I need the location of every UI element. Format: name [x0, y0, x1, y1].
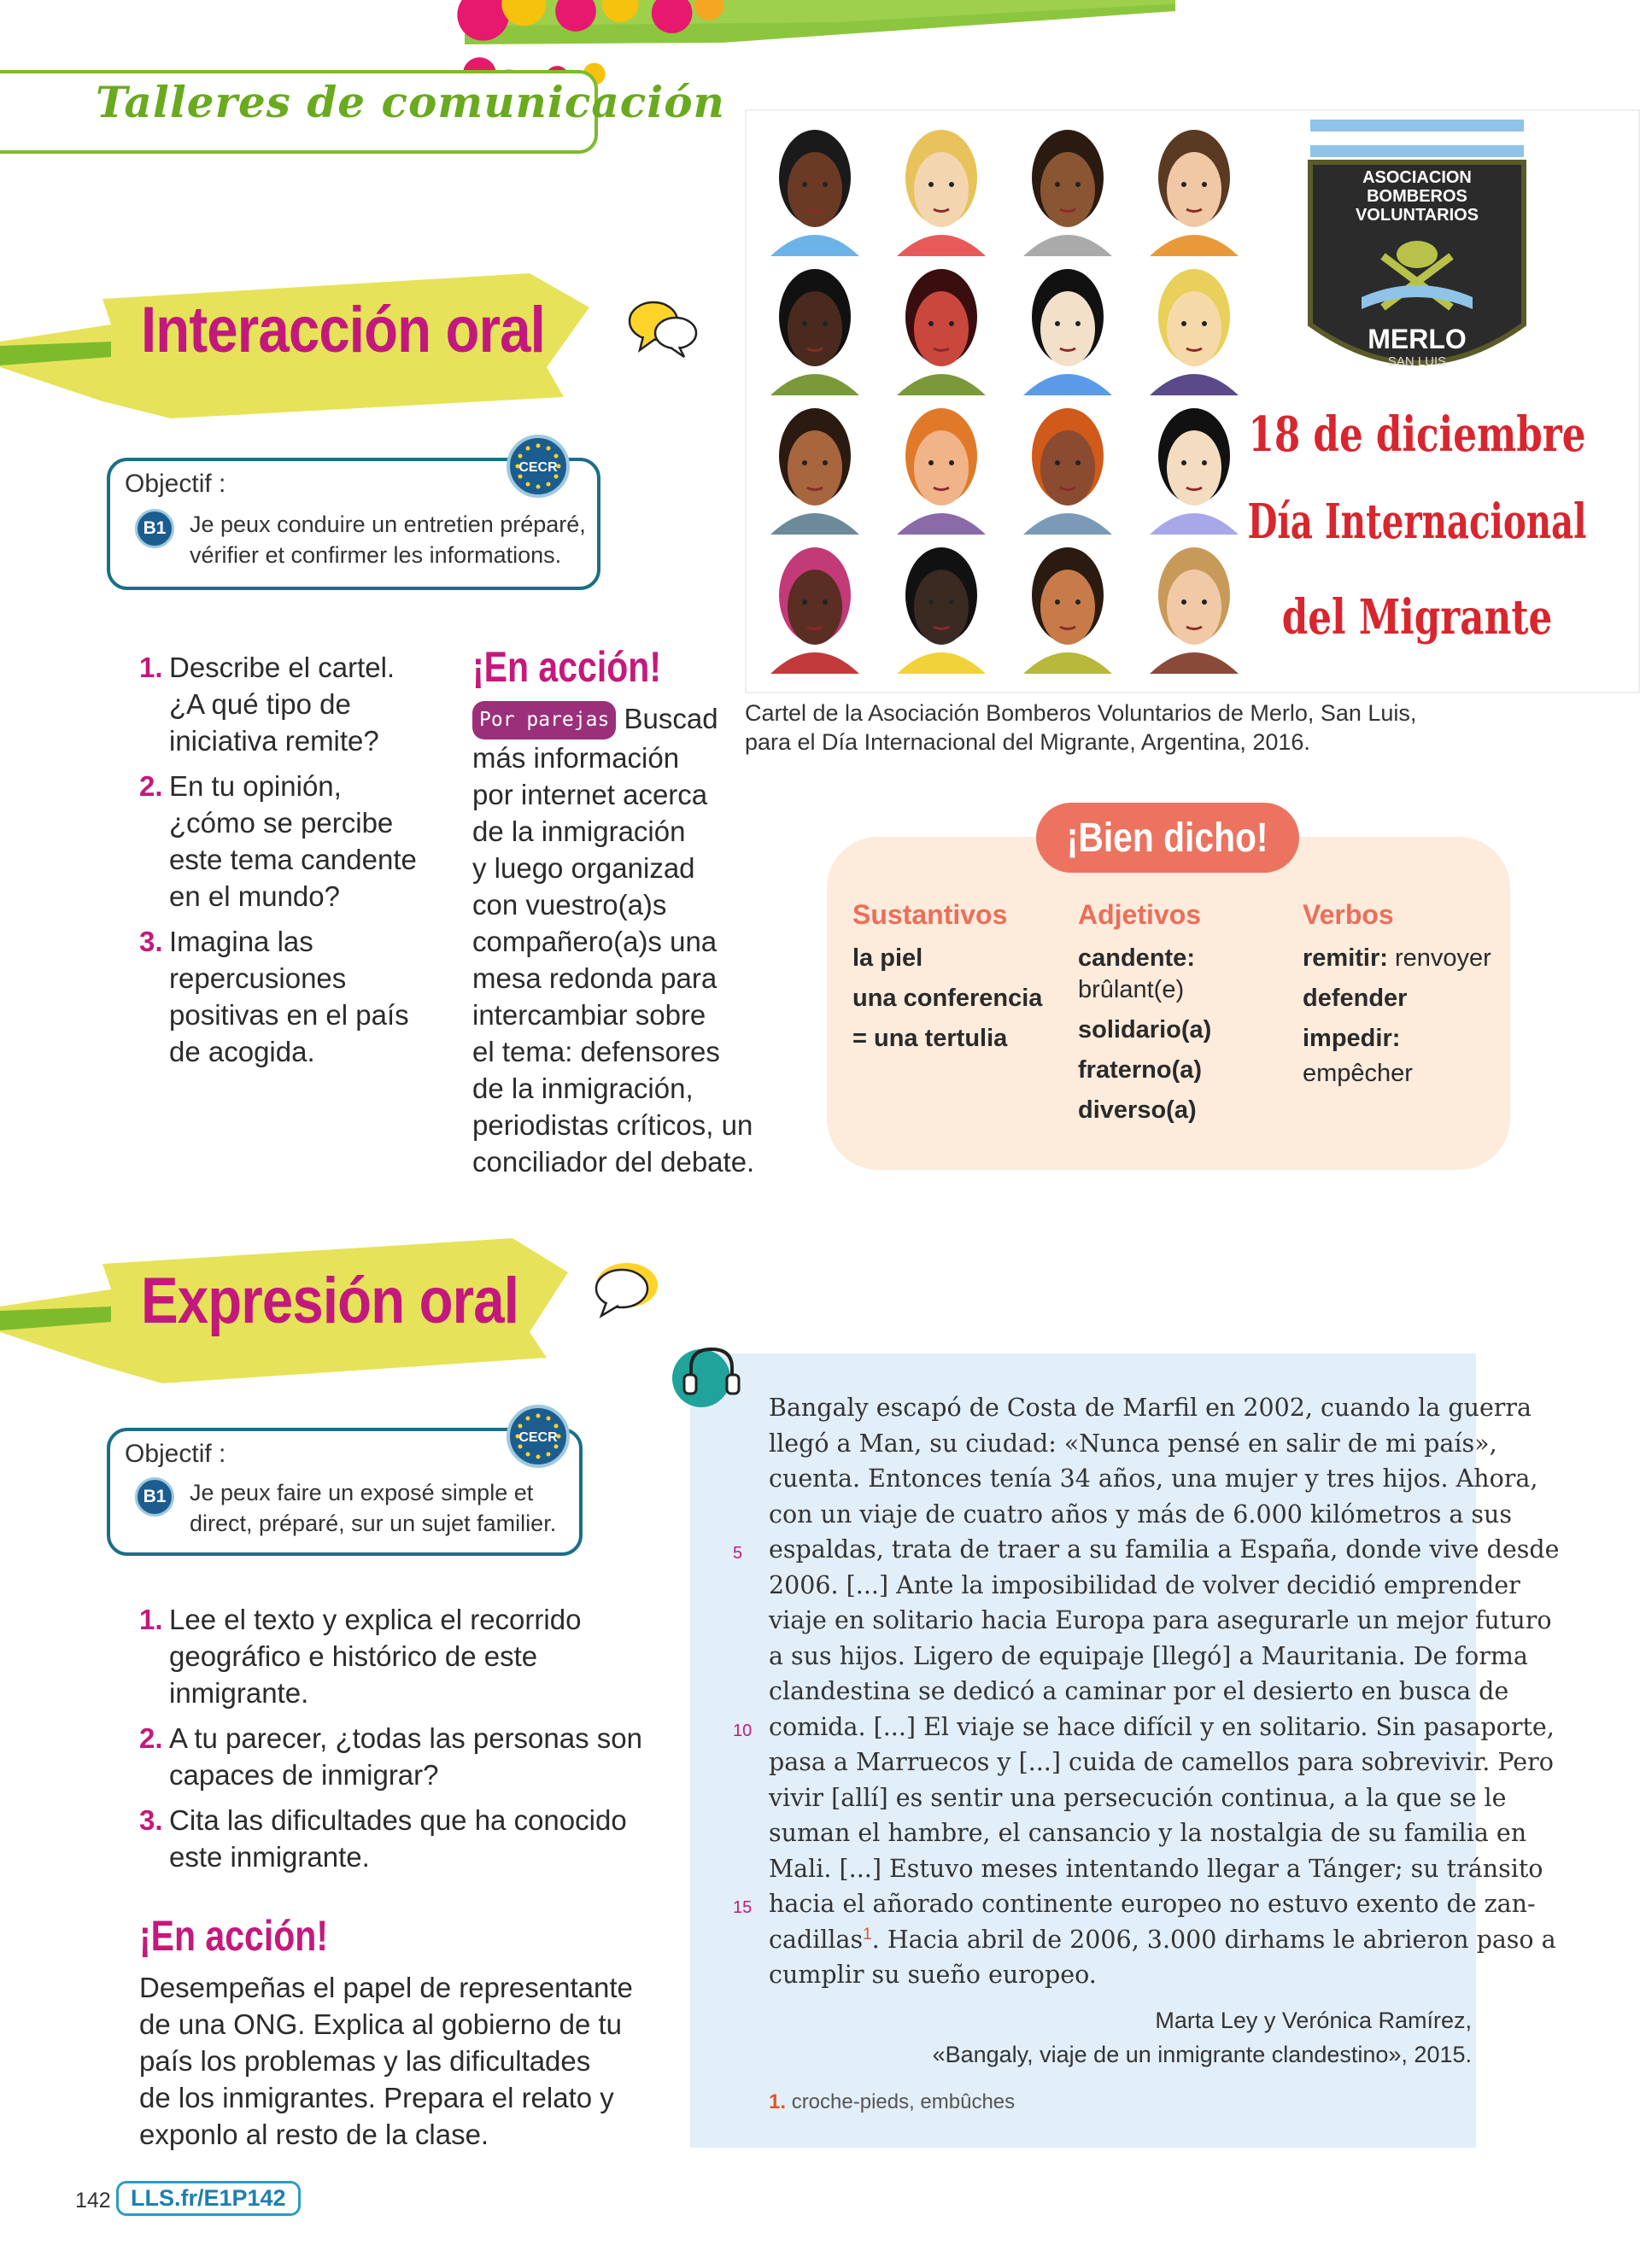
- footnote-ref: 1: [863, 1926, 872, 1944]
- svg-text:CECR: CECR: [518, 460, 558, 475]
- poster-face: [770, 408, 859, 535]
- en-accion-text: Por parejas Buscad más información por internet acerca de la inmigración y luego organizad con vuestro(a)s compañero(a)s una mesa redonda para intercambiar sobre el tema: defensores de la inmigración, periodistas críticos, un conciliador del debate.: [472, 703, 755, 1178]
- bien-dicho-pill: [1036, 803, 1299, 873]
- question-list: [139, 1601, 669, 1884]
- en-accion-text: Desempeñas el papel de representante de una ONG. Explica al gobierno de tu país los problemas y las dificultades de los inmigrantes. Prepara el relato y exponlo al resto de la clase.: [139, 1972, 633, 2150]
- svg-text:ASOCIACION: ASOCIACION: [1362, 168, 1472, 187]
- svg-text:BOMBEROS: BOMBEROS: [1367, 187, 1467, 206]
- en-accion-title: ¡En acción!: [139, 1912, 328, 1960]
- por-parejas-tag: Por parejas: [472, 701, 616, 739]
- section-title-expresion: Expresión oral: [141, 1265, 519, 1337]
- svg-text:MERLO: MERLO: [1368, 324, 1467, 354]
- section-title-interaccion: Interacción oral: [141, 294, 545, 366]
- poster-face: [770, 547, 859, 674]
- bien-dicho-title: ¡Bien dicho!: [1067, 815, 1268, 861]
- headphones-audio-icon[interactable]: [671, 1337, 744, 1411]
- poster-face: [897, 547, 986, 674]
- poster-face: [1023, 269, 1112, 395]
- svg-text:Día Internacional: Día Internacional: [1247, 493, 1587, 550]
- question-list: [139, 649, 438, 1078]
- level-badge: B1: [135, 1477, 174, 1517]
- poster-face: [1150, 408, 1239, 535]
- poster-face: [1023, 408, 1112, 535]
- line-number: 5: [733, 1544, 743, 1563]
- poster-faces-illustration: [747, 111, 1640, 695]
- lls-link[interactable]: LLS.fr/E1P142: [116, 2181, 301, 2216]
- poster-caption: Cartel de la Asociación Bomberos Voluntarios de Merlo, San Luis, para el Día Internacional del Migrante, Argentina, 2016.: [745, 700, 1417, 755]
- objective-text: Je peux conduire un entretien préparé, vérifier et confirmer les informations.: [190, 511, 586, 568]
- cecr-eu-badge-icon: [506, 434, 571, 499]
- line-number: 15: [733, 1898, 753, 1917]
- vocab-column-sustantivos: Sustantivos la piel una conferencia = una tertulia: [852, 899, 1043, 1052]
- speech-bubbles-icon: [628, 299, 700, 359]
- objective-text: Je peux faire un exposé simple et direct, préparé, sur un sujet familier.: [190, 1480, 557, 1536]
- objective-label: Objectif :: [125, 470, 226, 498]
- poster-face: [1023, 130, 1112, 256]
- objective-label: Objectif :: [125, 1440, 226, 1468]
- poster-face: [897, 269, 986, 395]
- migrant-day-poster: [745, 109, 1640, 693]
- poster-face: [1150, 547, 1239, 674]
- vocab-column-adjetivos: Adjetivos candente: brûlant(e) solidario(a) fraterno(a) diverso(a): [1078, 899, 1212, 1124]
- question-item: 2. A tu parecer, ¿todas las personas son capaces de inmigrar?: [139, 1722, 642, 1791]
- level-badge: B1: [135, 509, 174, 548]
- text-source: Marta Ley y Verónica Ramírez, «Bangaly, viaje de un inmigrante clandestino», 2015.: [932, 2008, 1472, 2067]
- speech-bubble-icon: [589, 1260, 661, 1319]
- en-accion-title: ¡En acción!: [472, 643, 661, 691]
- svg-text:18 de diciembre: 18 de diciembre: [1248, 406, 1586, 463]
- poster-face: [897, 130, 986, 256]
- svg-text:VOLUNTARIOS: VOLUNTARIOS: [1355, 206, 1479, 225]
- question-item: 3. Cita las dificultades que ha conocido este inmigrante.: [139, 1804, 627, 1873]
- line-number: 10: [733, 1721, 753, 1740]
- svg-text:CECR: CECR: [518, 1430, 558, 1445]
- cecr-eu-badge-icon: [506, 1404, 571, 1469]
- svg-text:SAN LUIS: SAN LUIS: [1387, 354, 1447, 369]
- question-item: 3. Imagina las repercusiones positivas en el país de acogida.: [139, 926, 409, 1067]
- poster-face: [1150, 130, 1239, 256]
- poster-face: [897, 408, 986, 535]
- page-number: 142: [75, 2189, 111, 2212]
- poster-face: [770, 130, 859, 256]
- svg-text:del Migrante: del Migrante: [1281, 588, 1553, 646]
- vocab-column-verbos: Verbos remitir: renvoyer defender impedir: empêcher: [1303, 899, 1491, 1087]
- poster-face: [1023, 547, 1112, 674]
- footnote: 1. croche-pieds, embûches: [769, 2090, 1016, 2113]
- poster-face: [1150, 269, 1239, 395]
- page-header-title: Talleres de comunicación: [96, 77, 725, 127]
- question-item: 1. Lee el texto y explica el recorrido geográfico e histórico de este inmigrante.: [139, 1604, 582, 1709]
- poster-face: [770, 269, 859, 395]
- question-item: 1. Describe el cartel. ¿A qué tipo de iniciativa remite?: [139, 652, 395, 757]
- question-item: 2. En tu opinión, ¿cómo se percibe este tema candente en el mundo?: [139, 770, 417, 912]
